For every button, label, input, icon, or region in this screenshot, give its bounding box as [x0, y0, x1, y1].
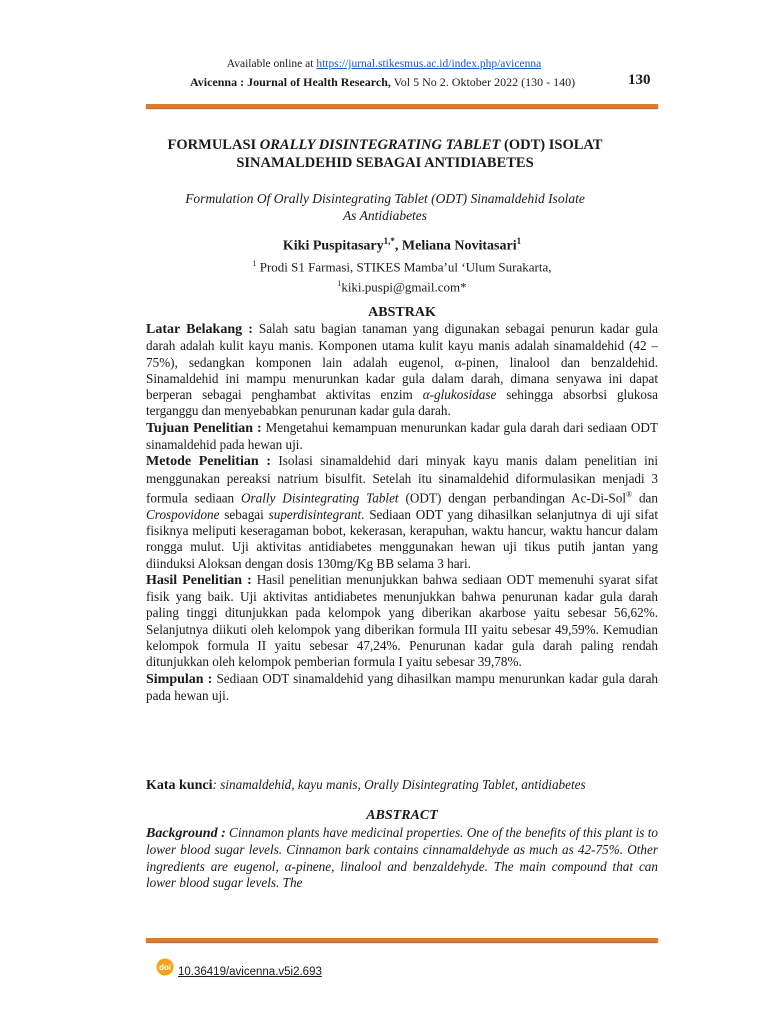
email-superscript: 1 — [337, 279, 342, 289]
paragraph-simpulan — [146, 671, 658, 705]
journal-name: Avicenna : Journal of Health Research, — [190, 75, 391, 89]
header-divider — [146, 104, 658, 108]
simpulan-label: Simpulan : — [146, 671, 213, 687]
hasil-text: Hasil penelitian menunjukkan bahwa sediaan ODT memenuhi syarat sifat fisik yang baik. Uji aktivitas antidiabetes menunjukkan bahwa penurunan kadar gula darah paling tinggi ditunjukkan pada kelompok yang diberikan akarbose yaitu sebesar 56,62%. Selanjutnya diikuti oleh kelompok yang diberikan formula III yaitu sebesar 49,59%. Kemudian kelompok formula II yaitu sebesar 47,24%. Penurunan kadar gula darah paling rendah ditunjukkan oleh kelompok pemberian formula I yaitu sebesar 39,78%. — [146, 571, 658, 670]
abstrak-heading: ABSTRAK — [368, 305, 436, 320]
hasil-label: Hasil Penelitian : — [146, 572, 252, 588]
author-superscript: 1 — [516, 236, 522, 246]
subtitle-line1: Formulation Of Orally Disintegrating Tablet (ODT) Sinamaldehid Isolate — [185, 191, 585, 206]
registered-mark: ® — [626, 489, 633, 499]
article-subtitle — [146, 190, 624, 224]
affiliation-superscript: 1 — [252, 259, 257, 268]
affiliation — [146, 255, 658, 296]
metode-italic: superdisintegrant — [268, 506, 362, 522]
metode-text: Isolasi sinamaldehid dari minyak kayu manis dalam penelitian ini menggunakan pereaksi natrium bisulfit. Setelah itu sinamaldehid diformulasikan menjadi 3 formula sediaan — [146, 453, 658, 506]
abstrak-body — [146, 321, 658, 704]
metode-text: (ODT) dengan perbandingan Ac-Di-Sol — [398, 490, 626, 506]
paragraph-hasil — [146, 572, 658, 671]
title-part2: (ODT) ISOLAT — [500, 137, 603, 153]
author-name: Meliana Novitasari — [401, 238, 517, 254]
author-name: Kiki Puspitasary — [282, 238, 384, 254]
subtitle-line2: As Antidiabetes — [342, 208, 428, 223]
keywords-label: Kata kunci — [146, 778, 213, 793]
journal-citation — [190, 75, 575, 90]
article-title — [146, 136, 624, 172]
volume-info: Vol 5 No 2. Oktober 2022 (130 - 140) — [390, 75, 576, 89]
page-number: 130 — [628, 72, 651, 88]
background-text: Cinnamon plants have medicinal properties. One of the benefits of this plant is to lower blood sugar levels. Cinnamon bark contains cinnamaldehyde as much as 42-75%. Other ingredients are eugenol, α-pinene, linalool and benzaldehyde. The main compound that can lower blood sugar levels. The — [146, 825, 658, 890]
title-italic: ORALLY DISINTEGRATING TABLET — [259, 137, 501, 153]
metode-text: dan — [632, 490, 658, 506]
affiliation-text: Prodi S1 Farmasi, STIKES Mamba’ul ‘Ulum Surakarta, — [256, 259, 552, 275]
latar-text-end: sehingga absorbsi glukosa terganggu dan menyebabkan penurunan kadar gula darah. — [146, 387, 658, 419]
author-separator: , — [394, 238, 402, 254]
abstract-heading: ABSTRACT — [366, 808, 438, 823]
footer-divider — [146, 938, 658, 942]
doi-icon-label: doi — [158, 963, 172, 973]
title-part1: FORMULASI — [167, 137, 260, 153]
title-line2: SINAMALDEHID SEBAGAI ANTIDIABETES — [236, 155, 534, 171]
metode-text: sebagai — [219, 506, 269, 522]
tujuan-label: Tujuan Penelitian : — [146, 420, 262, 436]
paragraph-latar-belakang — [146, 321, 658, 420]
metode-label: Metode Penelitian : — [146, 454, 271, 470]
paragraph-metode — [146, 453, 658, 571]
doi-link[interactable]: 10.36419/avicenna.v5i2.693 — [178, 966, 322, 978]
available-prefix: Available online at — [226, 58, 317, 70]
latar-italic: α-glukosidase — [422, 387, 497, 403]
metode-italic: Orally Disintegrating Tablet — [241, 490, 399, 506]
latar-text: Salah satu bagian tanaman yang digunakan sebagai penurun kadar gula darah adalah kulit kayu manis. Komponen utama kulit kayu manis adalah sinamaldehid (42 – 75%), sedangkan komponen lain adalah eugenol, α-pinen, linalool dan benzaldehid. Sinamaldehid ini mampu menurunkan kadar gula dalam darah, dimana senyawa ini dapat berperan sebagai penghambat aktivitas enzim — [146, 321, 658, 403]
author-email: kiki.puspi@gmail.com* — [341, 279, 467, 295]
availability-line — [0, 58, 768, 70]
metode-text: . Sediaan ODT yang dihasilkan selanjutnya di uji sifat fisiknya meliputi keseragaman bobot, kekerasan, kerapuhan, waktu hancur, waktu hancur dalam rongga mulut. Uji aktivitas antidiabetes menggunakan hewan uji tikus putih jantan yang diinduksi Aloksan dengan dosis 130mg/Kg BB selama 3 hari. — [146, 506, 658, 571]
metode-italic: Crospovidone — [146, 506, 220, 522]
simpulan-text: Sediaan ODT sinamaldehid yang dihasilkan mampu menurunkan kadar gula darah pada hewan uji. — [146, 670, 659, 703]
journal-url-link[interactable]: https://jurnal.stikesmus.ac.id/index.php/avicenna — [316, 58, 542, 70]
author-list — [146, 236, 658, 255]
author-superscript: 1,* — [383, 236, 395, 246]
latar-label: Latar Belakang : — [146, 322, 253, 337]
background-label: Background : — [146, 826, 226, 841]
paragraph-tujuan — [146, 420, 658, 454]
keywords-text: : sinamaldehid, kayu manis, Orally Disintegrating Tablet, antidiabetes — [212, 777, 586, 792]
abstract-body — [146, 825, 658, 891]
doi-icon — [156, 958, 174, 976]
tujuan-text: Mengetahui kemampuan menurunkan kadar gula darah dari sediaan ODT sinamaldehid pada hewan uji. — [146, 419, 659, 453]
keywords — [146, 777, 658, 794]
